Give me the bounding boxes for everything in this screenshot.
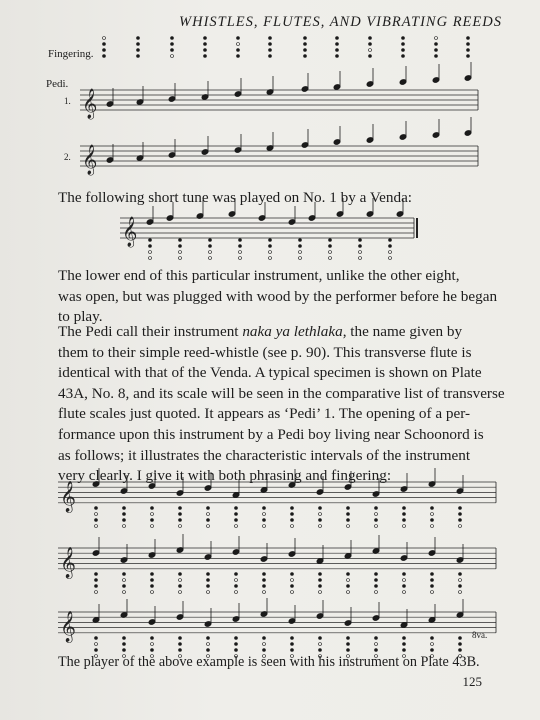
fingering-hole xyxy=(269,257,272,260)
fingering-hole xyxy=(369,55,372,58)
fingering-hole xyxy=(151,585,154,588)
treble-clef: 𝄞 xyxy=(82,145,98,175)
text-line: identical with that of the Venda. A typical specimen is shown on Plate xyxy=(58,364,482,382)
paragraph-lower-end xyxy=(58,266,498,328)
fingering-hole xyxy=(291,519,294,522)
fingering-hole xyxy=(149,239,152,242)
fingering-hole xyxy=(431,643,434,646)
fingering-hole xyxy=(263,507,266,510)
fingering-hole xyxy=(403,519,406,522)
fingering-hole xyxy=(459,519,462,522)
fingering-hole xyxy=(375,637,378,640)
plate-caption: The player of the above example is seen with his instrument on Plate 43B. xyxy=(58,654,480,670)
fingering-hole xyxy=(319,525,322,528)
fingering-hole xyxy=(359,239,362,242)
fingering-hole xyxy=(431,519,434,522)
fingering-hole xyxy=(375,573,378,576)
fingering-hole xyxy=(329,239,332,242)
fingering-hole xyxy=(375,513,378,516)
fingering-hole xyxy=(269,49,272,52)
fingering-hole xyxy=(239,239,242,242)
fingering-hole xyxy=(369,49,372,52)
fingering-hole xyxy=(207,513,210,516)
fingering-hole xyxy=(403,649,406,652)
fingering-hole xyxy=(431,525,434,528)
fingering-hole xyxy=(459,637,462,640)
fingering-hole xyxy=(402,55,405,58)
fingering-hole xyxy=(239,245,242,248)
fingering-hole xyxy=(151,519,154,522)
fingering-label: Fingering. xyxy=(48,48,94,60)
fingering-hole xyxy=(95,525,98,528)
fingering-hole xyxy=(269,55,272,58)
fingering-hole xyxy=(151,513,154,516)
fingering-hole xyxy=(291,507,294,510)
fingering-hole xyxy=(403,573,406,576)
fingering-hole xyxy=(209,239,212,242)
running-head: WHISTLES, FLUTES, AND VIBRATING REEDS xyxy=(179,14,502,30)
fingering-hole xyxy=(179,513,182,516)
fingering-hole xyxy=(389,257,392,260)
fingering-hole xyxy=(431,507,434,510)
fingering-hole xyxy=(431,513,434,516)
fingering-hole xyxy=(319,643,322,646)
fingering-hole xyxy=(171,55,174,58)
fingering-hole xyxy=(347,519,350,522)
fingering-hole xyxy=(237,55,240,58)
fingering-hole xyxy=(179,257,182,260)
fingering-hole xyxy=(123,579,126,582)
fingering-hole xyxy=(291,573,294,576)
fingering-hole xyxy=(95,649,98,652)
text-line: to play. xyxy=(58,308,103,326)
fingering-hole xyxy=(179,245,182,248)
fingering-hole xyxy=(403,507,406,510)
fingering-hole xyxy=(459,579,462,582)
fingering-hole xyxy=(304,49,307,52)
fingering-hole xyxy=(171,49,174,52)
fingering-hole xyxy=(207,573,210,576)
fingering-hole xyxy=(431,579,434,582)
fingering-hole xyxy=(375,585,378,588)
fingering-hole xyxy=(151,643,154,646)
fingering-hole xyxy=(235,649,238,652)
fingering-hole xyxy=(319,579,322,582)
fingering-hole xyxy=(375,507,378,510)
fingering-hole xyxy=(459,573,462,576)
fingering-hole xyxy=(123,573,126,576)
fingering-hole xyxy=(299,251,302,254)
fingering-hole xyxy=(137,43,140,46)
text-line: The Pedi call their instrument naka ya lethlaka, the name given by xyxy=(58,323,463,340)
fingering-hole xyxy=(319,585,322,588)
fingering-hole xyxy=(459,643,462,646)
fingering-hole xyxy=(235,591,238,594)
fingering-hole xyxy=(207,507,210,510)
fingering-hole xyxy=(347,591,350,594)
fingering-hole xyxy=(291,643,294,646)
text-line: formance upon this instrument by a Pedi boy living near Schoonord is xyxy=(58,425,484,443)
fingering-hole xyxy=(235,637,238,640)
fingering-hole xyxy=(149,257,152,260)
fingering-hole xyxy=(95,637,98,640)
fingering-hole xyxy=(375,525,378,528)
fingering-hole xyxy=(235,579,238,582)
fingering-hole xyxy=(123,525,126,528)
fingering-hole xyxy=(95,519,98,522)
fingering-hole xyxy=(179,251,182,254)
fingering-hole xyxy=(263,573,266,576)
fingering-hole xyxy=(459,513,462,516)
fingering-hole xyxy=(123,649,126,652)
fingering-hole xyxy=(207,519,210,522)
fingering-hole xyxy=(263,637,266,640)
fingering-hole xyxy=(319,649,322,652)
text-line: them to their simple reed-whistle (see p. 90). This transverse flute is xyxy=(58,343,472,361)
treble-clef: 𝄞 xyxy=(60,610,76,642)
fingering-hole xyxy=(347,585,350,588)
text-line: The lower end of this particular instrument, unlike the other eight, xyxy=(58,267,460,284)
fingering-hole xyxy=(103,55,106,58)
fingering-hole xyxy=(179,525,182,528)
fingering-hole xyxy=(151,525,154,528)
fingering-hole xyxy=(235,643,238,646)
fingering-hole xyxy=(269,251,272,254)
fingering-hole xyxy=(467,55,470,58)
fingering-hole xyxy=(207,591,210,594)
fingering-hole xyxy=(204,43,207,46)
fingering-hole xyxy=(403,643,406,646)
fingering-hole xyxy=(329,245,332,248)
fingering-hole xyxy=(151,591,154,594)
fingering-hole xyxy=(269,239,272,242)
fingering-hole xyxy=(291,585,294,588)
fingering-hole xyxy=(235,525,238,528)
fingering-hole xyxy=(123,585,126,588)
fingering-hole xyxy=(459,585,462,588)
fingering-hole xyxy=(319,507,322,510)
fingering-hole xyxy=(209,251,212,254)
fingering-hole xyxy=(209,257,212,260)
fingering-hole xyxy=(467,37,470,40)
fingering-hole xyxy=(402,49,405,52)
fingering-hole xyxy=(319,519,322,522)
fingering-hole xyxy=(319,513,322,516)
fingering-hole xyxy=(103,43,106,46)
fingering-hole xyxy=(319,637,322,640)
fingering-hole xyxy=(151,579,154,582)
fingering-hole xyxy=(431,649,434,652)
fingering-hole xyxy=(347,573,350,576)
fingering-hole xyxy=(431,585,434,588)
ottava-mark: 8va. xyxy=(472,630,488,640)
treble-clef: 𝄞 xyxy=(60,480,76,512)
fingering-hole xyxy=(151,507,154,510)
fingering-hole xyxy=(137,55,140,58)
fingering-hole xyxy=(171,43,174,46)
fingering-hole xyxy=(263,519,266,522)
fingering-hole xyxy=(369,43,372,46)
fingering-hole xyxy=(435,49,438,52)
fingering-hole xyxy=(123,591,126,594)
fingering-hole xyxy=(137,49,140,52)
fingering-hole xyxy=(403,585,406,588)
text-line: very clearly. I give it with both phrasing and fingering: xyxy=(58,467,392,485)
fingering-hole xyxy=(151,649,154,652)
fingering-hole xyxy=(389,245,392,248)
fingering-hole xyxy=(291,513,294,516)
fingering-hole xyxy=(435,43,438,46)
fingering-hole xyxy=(179,585,182,588)
fingering-hole xyxy=(95,507,98,510)
fingering-hole xyxy=(95,579,98,582)
fingering-hole xyxy=(171,37,174,40)
fingering-hole xyxy=(179,573,182,576)
fingering-hole xyxy=(336,37,339,40)
treble-clef: 𝄞 xyxy=(122,217,138,247)
fingering-hole xyxy=(235,573,238,576)
fingering-hole xyxy=(402,37,405,40)
fingering-hole xyxy=(207,649,210,652)
fingering-hole xyxy=(299,245,302,248)
instrument-name: naka ya lethlaka xyxy=(242,323,343,340)
fingering-hole xyxy=(207,585,210,588)
fingering-hole xyxy=(123,507,126,510)
fingering-hole xyxy=(329,257,332,260)
fingering-hole xyxy=(304,55,307,58)
fingering-hole xyxy=(319,573,322,576)
scale-1-label: 1. xyxy=(64,96,71,106)
fingering-hole xyxy=(299,257,302,260)
text-line: as follows; it illustrates the characteristic intervals of the instrument xyxy=(58,446,471,464)
fingering-hole xyxy=(336,49,339,52)
fingering-hole xyxy=(179,637,182,640)
text-line: was open, but was plugged with wood by the performer before he began xyxy=(58,287,498,305)
fingering-hole xyxy=(137,37,140,40)
fingering-hole xyxy=(304,37,307,40)
fingering-hole xyxy=(403,525,406,528)
fingering-hole xyxy=(359,245,362,248)
fingering-hole xyxy=(179,649,182,652)
text-line: 43A, No. 8, and its scale will be seen in the comparative list of transverse xyxy=(58,384,505,402)
fingering-hole xyxy=(239,251,242,254)
fingering-hole xyxy=(237,49,240,52)
paragraph-pedi xyxy=(58,322,505,487)
fingering-hole xyxy=(179,579,182,582)
fingering-hole xyxy=(123,513,126,516)
fingering-hole xyxy=(403,513,406,516)
fingering-hole xyxy=(375,591,378,594)
fingering-hole xyxy=(369,37,372,40)
fingering-hole xyxy=(389,251,392,254)
page-number: 125 xyxy=(462,674,482,689)
fingering-hole xyxy=(151,573,154,576)
fingering-hole xyxy=(263,579,266,582)
fingering-hole xyxy=(235,513,238,516)
fingering-hole xyxy=(204,55,207,58)
fingering-hole xyxy=(207,643,210,646)
fingering-hole xyxy=(123,637,126,640)
fingering-hole xyxy=(204,49,207,52)
fingering-hole xyxy=(375,519,378,522)
fingering-hole xyxy=(389,239,392,242)
fingering-hole xyxy=(459,507,462,510)
fingering-hole xyxy=(403,579,406,582)
fingering-hole xyxy=(359,257,362,260)
fingering-hole xyxy=(263,643,266,646)
fingering-hole xyxy=(95,643,98,646)
fingering-hole xyxy=(204,37,207,40)
treble-clef: 𝄞 xyxy=(60,546,76,578)
fingering-hole xyxy=(235,507,238,510)
fingering-hole xyxy=(459,649,462,652)
fingering-hole xyxy=(347,579,350,582)
fingering-hole xyxy=(291,525,294,528)
fingering-hole xyxy=(179,507,182,510)
fingering-hole xyxy=(237,37,240,40)
fingering-hole xyxy=(359,251,362,254)
fingering-hole xyxy=(467,43,470,46)
fingering-hole xyxy=(263,591,266,594)
fingering-hole xyxy=(304,43,307,46)
fingering-hole xyxy=(149,251,152,254)
fingering-hole xyxy=(375,649,378,652)
fingering-hole xyxy=(329,251,332,254)
fingering-hole xyxy=(95,585,98,588)
fingering-hole xyxy=(347,525,350,528)
fingering-hole xyxy=(269,245,272,248)
scale-2-label: 2. xyxy=(64,152,71,162)
fingering-hole xyxy=(459,591,462,594)
fingering-hole xyxy=(263,649,266,652)
fingering-hole xyxy=(319,591,322,594)
fingering-hole xyxy=(375,579,378,582)
fingering-hole xyxy=(347,649,350,652)
fingering-hole xyxy=(103,37,106,40)
fingering-hole xyxy=(179,591,182,594)
fingering-hole xyxy=(435,55,438,58)
fingering-hole xyxy=(467,49,470,52)
venda-tune-caption: The following short tune was played on No. 1 by a Venda: xyxy=(58,189,413,206)
fingering-hole xyxy=(123,643,126,646)
fingering-hole xyxy=(237,43,240,46)
fingering-hole xyxy=(336,55,339,58)
fingering-hole xyxy=(235,519,238,522)
fingering-hole xyxy=(459,525,462,528)
fingering-hole xyxy=(149,245,152,248)
fingering-hole xyxy=(347,513,350,516)
fingering-hole xyxy=(207,637,210,640)
pedi-label: Pedi. xyxy=(46,78,69,90)
fingering-hole xyxy=(179,519,182,522)
fingering-hole xyxy=(435,37,438,40)
fingering-hole xyxy=(263,525,266,528)
fingering-hole xyxy=(299,239,302,242)
fingering-hole xyxy=(103,49,106,52)
fingering-hole xyxy=(402,43,405,46)
fingering-hole xyxy=(336,43,339,46)
fingering-hole xyxy=(291,579,294,582)
fingering-hole xyxy=(151,637,154,640)
fingering-hole xyxy=(263,513,266,516)
fingering-hole xyxy=(403,637,406,640)
fingering-hole xyxy=(403,591,406,594)
fingering-hole xyxy=(291,637,294,640)
fingering-hole xyxy=(179,239,182,242)
fingering-hole xyxy=(291,591,294,594)
fingering-hole xyxy=(239,257,242,260)
fingering-hole xyxy=(291,649,294,652)
fingering-hole xyxy=(95,573,98,576)
treble-clef: 𝄞 xyxy=(82,89,98,119)
fingering-hole xyxy=(209,245,212,248)
fingering-hole xyxy=(123,519,126,522)
text-line: flute scales just quoted. It appears as ‘Pedi’ 1. The opening of a per- xyxy=(58,405,471,423)
fingering-hole xyxy=(269,43,272,46)
fingering-hole xyxy=(179,643,182,646)
fingering-hole xyxy=(347,507,350,510)
fingering-hole xyxy=(207,525,210,528)
fingering-hole xyxy=(431,573,434,576)
fingering-hole xyxy=(235,585,238,588)
fingering-hole xyxy=(375,643,378,646)
fingering-hole xyxy=(431,591,434,594)
fingering-hole xyxy=(431,637,434,640)
fingering-hole xyxy=(263,585,266,588)
fingering-hole xyxy=(347,637,350,640)
fingering-hole xyxy=(269,37,272,40)
fingering-hole xyxy=(95,591,98,594)
fingering-hole xyxy=(347,643,350,646)
fingering-hole xyxy=(95,513,98,516)
fingering-hole xyxy=(207,579,210,582)
